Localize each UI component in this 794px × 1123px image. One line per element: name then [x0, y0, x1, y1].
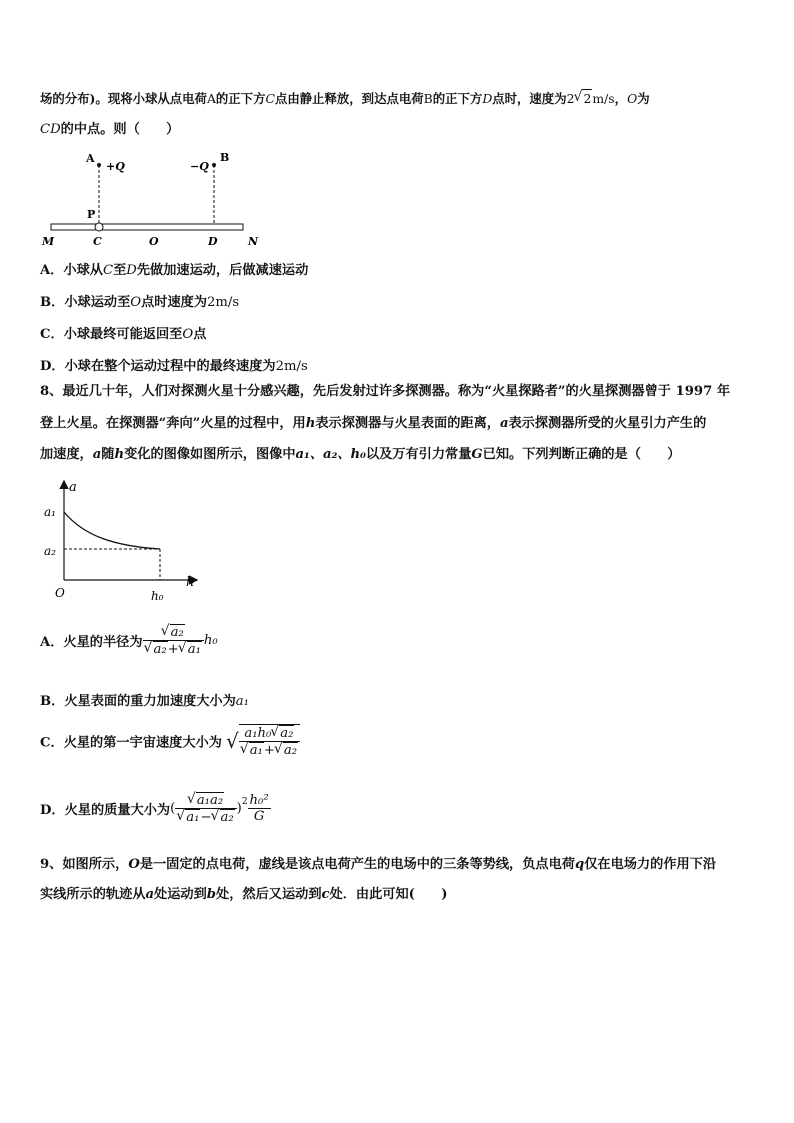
- radius-fraction: [143, 624, 204, 657]
- label-D: D: [482, 91, 493, 106]
- q7-text-line-2: [40, 121, 179, 139]
- q9-text: 9、如图所示，: [40, 857, 129, 872]
- charge-B-label: B: [220, 151, 230, 164]
- option-label: D．: [40, 359, 65, 374]
- q7-charge-figure: [36, 148, 276, 252]
- var-a: a: [145, 887, 155, 902]
- q8-option-C[interactable]: [40, 724, 300, 758]
- option-value: a₁: [235, 694, 249, 709]
- q7-text: 点由静止释放，到达点电荷: [274, 91, 424, 106]
- frac-num-rad: a₂: [280, 726, 294, 741]
- var-h: h: [114, 447, 125, 462]
- var-G: G: [471, 447, 483, 462]
- q7-text: 的正下方: [432, 91, 483, 106]
- option-text: 小球运动至: [64, 295, 131, 310]
- plus-sign: +: [167, 642, 179, 657]
- a1-label: a₁: [44, 505, 56, 519]
- option-label: B．: [40, 295, 65, 310]
- q9-text: 处．由此可知( ): [329, 887, 448, 902]
- q7-text: 的中点。则（ ）: [60, 122, 180, 137]
- option-text: 火星的质量大小为: [64, 803, 171, 818]
- h0-over-G-fraction: [248, 793, 271, 824]
- q8-text: 表示探测器与火星表面的距离，: [315, 416, 500, 431]
- frac-den-1: a₁: [249, 743, 263, 758]
- option-label: B．: [40, 694, 65, 709]
- q8-option-D[interactable]: [40, 792, 271, 825]
- q7-text: 为: [637, 91, 650, 106]
- label-O: O: [627, 91, 638, 106]
- option-label: C．: [40, 327, 64, 342]
- option-value: 2m/s: [275, 359, 308, 374]
- a-h-curve: [64, 512, 160, 549]
- point-C-label: C: [93, 235, 102, 248]
- option-text: 火星表面的重力加速度大小为: [64, 694, 236, 709]
- q8-option-A[interactable]: [40, 624, 218, 657]
- option-label: A．: [40, 263, 64, 278]
- option-text: 小球最终可能返回至: [63, 327, 183, 342]
- speed-radicand: 2: [583, 91, 592, 106]
- q8-text: 已知。下列判断正确的是（ ）: [482, 447, 681, 462]
- label-CD: CD: [40, 122, 61, 137]
- q9-text-line-1: [40, 856, 716, 874]
- point-D-label: D: [208, 235, 218, 248]
- label-B: B: [423, 91, 433, 106]
- option-var: C: [102, 263, 114, 278]
- var-c: c: [321, 887, 330, 902]
- var-h: h: [305, 416, 316, 431]
- var-a: a: [92, 447, 102, 462]
- frac-den-2: a₂: [220, 810, 234, 825]
- q8-text: 加速度，: [40, 447, 93, 462]
- charge-B-dot: [212, 163, 216, 167]
- option-var: O: [182, 327, 194, 342]
- q8-text: 变化的图像如图所示，图像中: [124, 447, 296, 462]
- q7-text: 点时，速度为: [492, 91, 567, 106]
- velocity-fraction: [239, 724, 300, 758]
- option-text: 至: [113, 263, 127, 278]
- option-text: 点时速度为: [141, 295, 208, 310]
- square-exponent: 2: [241, 797, 248, 807]
- option-label: D．: [40, 803, 65, 818]
- q8-text: 随: [101, 447, 115, 462]
- option-text: 火星的半径为: [63, 635, 143, 650]
- option-label: A．: [40, 635, 64, 650]
- q9-text: 处，然后又运动到: [216, 887, 322, 902]
- q7-option-B[interactable]: [40, 291, 239, 310]
- q8-text: 表示探测器所受的火星引力产生的: [508, 416, 707, 431]
- charge-A-dot: [97, 163, 101, 167]
- a-axis-label: a: [69, 480, 77, 495]
- h0-label: h₀: [151, 589, 164, 603]
- q8-option-B[interactable]: [40, 690, 249, 709]
- speed-value: [567, 91, 615, 106]
- q8-a-h-graph: [36, 476, 206, 608]
- q7-text: 的正下方: [215, 91, 266, 106]
- option-text: 先做加速运动，后做减速运动: [136, 263, 309, 278]
- q7-text: 场的分布)。现将小球从点电荷: [40, 91, 207, 106]
- q9-text: 实线所示的轨迹从: [40, 887, 146, 902]
- frac-num: a₁a₂: [196, 793, 224, 808]
- q7-option-C[interactable]: [40, 323, 206, 342]
- frac-num: a₂: [170, 625, 184, 640]
- ball-P-label: P: [87, 208, 96, 221]
- frac-den-1: a₂: [153, 642, 167, 657]
- option-text: 小球在整个运动过程中的最终速度为: [64, 359, 276, 374]
- point-N-label: N: [248, 235, 259, 248]
- point-O-label: O: [149, 235, 159, 248]
- speed-unit: m/s: [592, 91, 615, 106]
- q7-text-line-1: [40, 89, 650, 108]
- option-text: 小球从: [63, 263, 103, 278]
- frac-den-G: G: [253, 809, 265, 824]
- q7-option-D[interactable]: [40, 355, 308, 374]
- frac-den-1: a₁: [186, 810, 200, 825]
- label-C: C: [265, 91, 275, 106]
- a2-label: a₂: [44, 544, 56, 558]
- var-a: a: [499, 416, 509, 431]
- frac-num-pre: a₁h₀: [244, 726, 272, 741]
- right-paren: ): [236, 801, 242, 816]
- frac-den-2: a₂: [283, 743, 298, 758]
- origin-label: O: [55, 586, 65, 600]
- speed-coef: 2: [566, 91, 575, 106]
- q8-text: 登上火星。在探测器“奔向”火星的过程中，用: [40, 416, 306, 431]
- option-value: 2m/s: [207, 295, 240, 310]
- h0-factor: h₀: [203, 633, 218, 648]
- h-axis-label: h: [186, 575, 195, 590]
- label-A: A: [206, 91, 216, 106]
- frac-den-2: a₁: [187, 642, 201, 657]
- plus-sign: +: [263, 743, 275, 758]
- outer-sqrt-icon: √: [225, 729, 239, 753]
- q9-text: 处运动到: [154, 887, 207, 902]
- q9-text-line-2: [40, 886, 448, 904]
- speed-sqrt: [582, 89, 592, 108]
- point-M-label: M: [42, 235, 55, 248]
- minus-sign: −: [200, 810, 212, 825]
- option-text: 火星的第一宇宙速度大小为: [63, 735, 222, 751]
- vars-list: a₁、a₂、h₀: [295, 447, 366, 462]
- q8-text-line-1: 8、最近几十年，人们对探测火星十分感兴趣，先后发射过许多探测器。称为“火星探路者”的火星探测器曾于 1997 年: [40, 384, 731, 399]
- var-O: O: [128, 857, 140, 872]
- q9-text: 是一固定的点电荷，虚线是该点电荷产生的电场中的三条等势线，负点电荷: [139, 857, 575, 872]
- q9-text: 仅在电场力的作用下沿: [584, 857, 717, 872]
- option-label: C．: [40, 735, 64, 751]
- charge-A-label: A: [86, 152, 95, 165]
- q7-text: ，: [614, 91, 628, 106]
- q7-option-A[interactable]: [40, 259, 308, 278]
- charge-minus-q-label: −Q: [190, 160, 209, 173]
- left-paren: (: [170, 801, 176, 816]
- frac-num-2: h₀²: [249, 793, 269, 808]
- var-b: b: [206, 887, 217, 902]
- mass-fraction: [175, 792, 236, 825]
- rod-MN: [51, 224, 243, 230]
- q8-text-line-2: [40, 415, 706, 433]
- option-var: O: [130, 295, 142, 310]
- ball-P: [95, 223, 103, 231]
- charge-plus-q-label: +Q: [106, 160, 125, 173]
- q8-text: 以及万有引力常量: [365, 447, 472, 462]
- option-text: 点: [193, 327, 207, 342]
- option-var: D: [126, 263, 137, 278]
- q8-text-line-3: [40, 446, 680, 464]
- var-q: q: [575, 857, 585, 872]
